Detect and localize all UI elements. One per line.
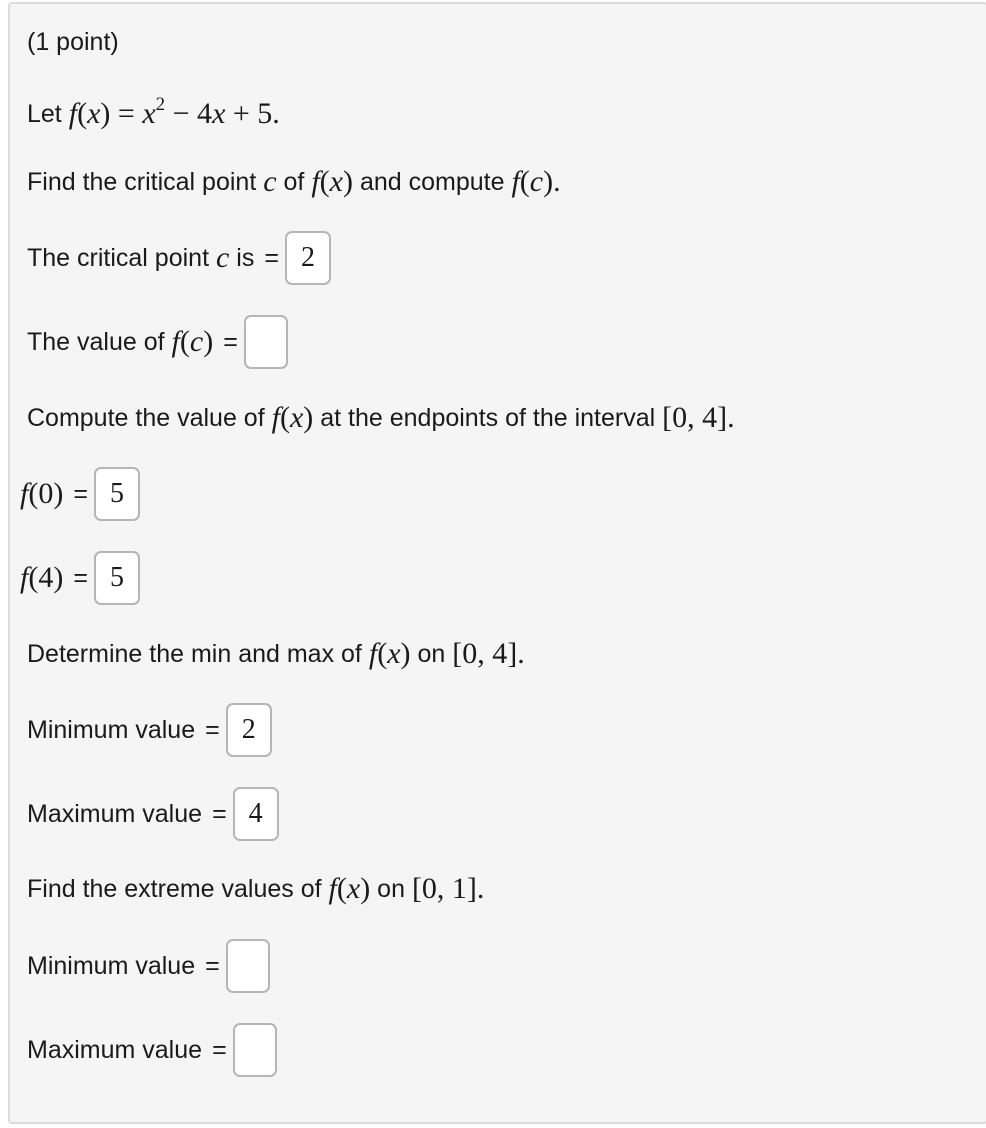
part4-prompt-text-b: on <box>377 874 405 903</box>
part4-prompt-text-a: Find the extreme values of <box>27 874 322 903</box>
equals-sign: = <box>205 951 220 980</box>
part1-prompt <box>27 154 561 210</box>
part1-prompt-text-and: and compute <box>359 167 505 196</box>
part3-prompt-fx: f(x) <box>368 637 411 670</box>
critical-point-row <box>27 230 331 286</box>
part2-prompt-text-a: Compute the value of <box>27 403 265 432</box>
equals-sign: = <box>73 563 88 592</box>
part4-min-row <box>27 938 270 994</box>
fc-value-fc: f(c) <box>171 325 214 358</box>
part3-min-label: Minimum value <box>27 715 196 744</box>
part1-prompt-text-b: of <box>283 167 305 196</box>
part3-min-input[interactable]: 2 <box>226 703 272 757</box>
part4-max-label: Maximum value <box>27 1035 203 1064</box>
part1-prompt-fc: f(c). <box>511 165 561 198</box>
equals-sign: = <box>264 243 279 272</box>
part3-max-label: Maximum value <box>27 799 203 828</box>
fc-value-row <box>27 314 288 370</box>
part4-prompt-interval: [0, 1]. <box>411 872 485 905</box>
f0-row <box>20 466 140 522</box>
points-label-row <box>27 14 119 70</box>
part3-prompt-interval: [0, 4]. <box>452 637 525 670</box>
equals-sign: = <box>212 1035 227 1064</box>
fc-value-input[interactable] <box>244 315 288 369</box>
part2-prompt-fx: f(x) <box>271 401 314 434</box>
part3-max-row <box>27 786 279 842</box>
part1-prompt-c: c <box>263 165 277 198</box>
part3-prompt-text-a: Determine the min and max of <box>27 639 362 668</box>
part4-max-input[interactable] <box>233 1023 277 1077</box>
f0-label: f(0) <box>20 477 64 510</box>
part2-prompt-interval: [0, 4]. <box>662 401 735 434</box>
part3-prompt <box>27 626 525 682</box>
part2-prompt-text-b: at the endpoints of the interval <box>320 403 656 432</box>
part1-prompt-text-a: Find the critical point <box>27 167 257 196</box>
part1-prompt-fx: f(x) <box>311 165 353 198</box>
f0-input[interactable]: 5 <box>94 467 140 521</box>
equals-sign: = <box>223 327 238 356</box>
equals-sign: = <box>73 479 88 508</box>
critical-point-label-a: The critical point <box>27 243 210 272</box>
critical-point-label-b: is <box>236 243 255 272</box>
function-formula: $f(x) = x^2 - 4x + 5$. <box>68 94 280 130</box>
part4-min-input[interactable] <box>226 939 270 993</box>
critical-point-input[interactable]: 2 <box>285 231 331 285</box>
points-label: (1 point) <box>27 27 119 56</box>
critical-point-c: c <box>215 241 230 274</box>
part4-max-row <box>27 1022 277 1078</box>
part4-min-label: Minimum value <box>27 951 196 980</box>
equals-sign: = <box>205 715 220 744</box>
let-label: Let <box>27 99 62 128</box>
part3-min-row <box>27 702 272 758</box>
f4-label: f(4) <box>20 561 64 594</box>
part3-max-input[interactable]: 4 <box>233 787 279 841</box>
function-definition <box>27 86 280 142</box>
fc-value-label: The value of <box>27 327 165 356</box>
f4-row <box>20 550 140 606</box>
part4-prompt-fx: f(x) <box>328 872 371 905</box>
part3-prompt-text-b: on <box>417 639 446 668</box>
f4-input[interactable]: 5 <box>94 551 140 605</box>
part2-prompt <box>27 390 735 446</box>
part4-prompt <box>27 861 484 917</box>
equals-sign: = <box>212 799 227 828</box>
